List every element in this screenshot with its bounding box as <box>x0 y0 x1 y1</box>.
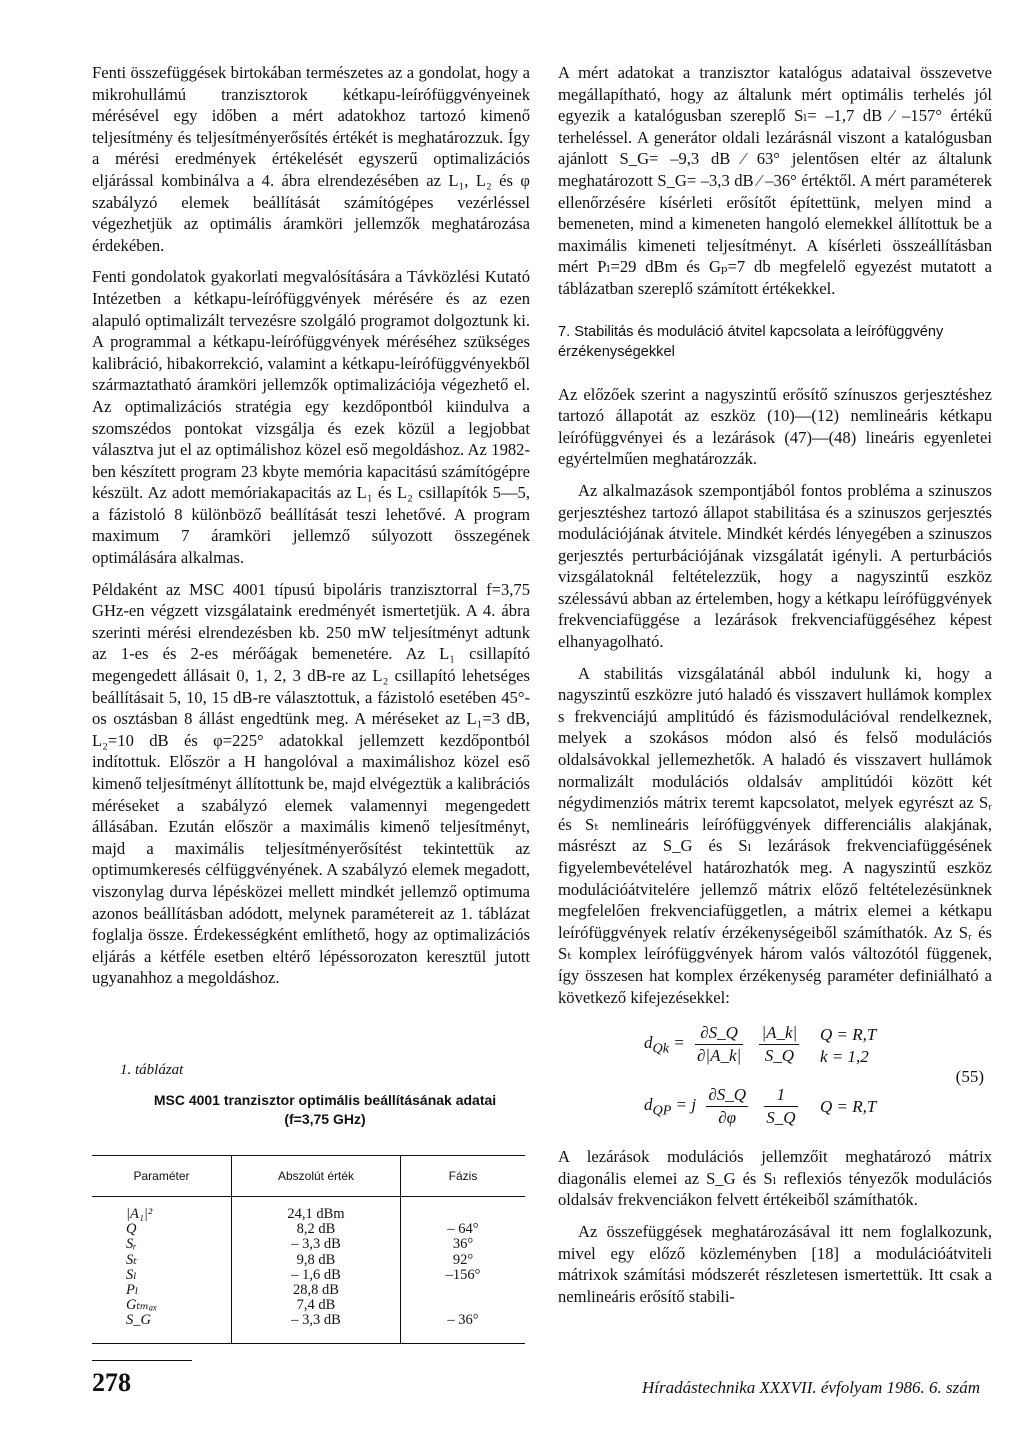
table-row <box>92 1313 525 1328</box>
table-cell: 9,8 dB <box>232 1253 401 1268</box>
equation-line-2 <box>644 1084 804 1128</box>
footer-rule <box>92 1360 192 1361</box>
table-cell: 8,2 dB <box>232 1222 401 1237</box>
table-cell: Gₜₘₐₓ <box>126 1297 158 1314</box>
table-cell: S_G <box>126 1312 151 1329</box>
table-cell: |A₁|² <box>126 1206 153 1222</box>
table-row <box>92 1222 525 1237</box>
eq-j: = j <box>675 1095 697 1115</box>
table-header-row <box>92 1156 525 1197</box>
table-cell: Sₜ <box>126 1251 137 1268</box>
table-cell: Sᵣ <box>126 1236 137 1253</box>
table-row <box>92 1207 525 1222</box>
table-row <box>92 1237 525 1252</box>
table-cell: 7,4 dB <box>232 1298 401 1313</box>
table-row <box>92 1268 525 1283</box>
table-cell: 36° <box>401 1237 526 1252</box>
left-paragraph-2: Fenti gondolatok gyakorlati megvalósítására a Távközlési Kutató Intézetben a kétkapu-leírófüggvények mérésére és az ezen alapuló optimalizált tervezésre szolgáló programot dolgoztunk ki. A programmal a kétkapu-leírófüggvények méréséhez szükséges kalibráció, hibakorrekció, valamint a kétkapu-leírófüggvényekből származtatható áramköri jellemzők optimalizációja végezhető el. Az optimalizációs stratégia egy kezdőpontból kiindulva a szomszédos pontokat vizsgálja és ezek közül a legjobbat választva jut el az optimálishoz közel eső megoldáshoz. Az 1982-ben készített program 23 kbyte memória kapacitású számítógépre készült. Az adott memóriakapacitás az L₁ és L₂ csillapítók 5—5, a fázistoló 8 különböző beállítását teszi lehetővé. A program maximum 7 áramköri jellemző súlyozott összegének optimálására alkalmas. <box>92 267 530 568</box>
table-cell: – 3,3 dB <box>232 1237 401 1252</box>
table-cell <box>401 1298 526 1313</box>
table-row <box>92 1283 525 1298</box>
table-row <box>92 1253 525 1268</box>
table-header-phase: Fázis <box>401 1156 526 1197</box>
table-cell: Pₗ <box>126 1282 139 1299</box>
section-heading: 7. Stabilitás és moduláció átvitel kapcsolata a leírófüggvény érzékenységekkel <box>558 323 944 360</box>
eq-subscript: Qk <box>652 1040 670 1057</box>
eq-condition: k = 1,2 <box>820 1047 869 1067</box>
table-row <box>92 1298 525 1313</box>
equation-number: (55) <box>955 1067 984 1087</box>
right-column <box>558 62 992 1317</box>
right-paragraph-2: Az előzőek szerint a nagyszintű erősítő színuszos gerjesztéshez tartozó állapotát az eszköz (10)—(12) nemlineáris kétkapu leírófüggvényei és a lezárások (47)—(48) lineáris egyenletei egyértelműen meghatározzák. <box>558 384 992 469</box>
eq-condition: Q = R,T <box>820 1025 877 1045</box>
table-cell: Sₗ <box>126 1266 137 1283</box>
table-header-absolute: Abszolút érték <box>232 1156 401 1197</box>
table-cell: – 3,3 dB <box>232 1313 401 1328</box>
parameter-table <box>92 1155 525 1344</box>
equation-condition-2: Q = R,T <box>820 1097 877 1117</box>
table-cell <box>401 1283 526 1298</box>
table-title <box>120 1091 530 1129</box>
left-paragraph-3: Példaként az MSC 4001 típusú bipoláris tranzisztorral f=3,75 GHz-en végzett vizsgálataink eredményét ismertetjük. A 4. ábra szerinti mérési elrendezésben kb. 250 mW teljesítményt adtunk az 1-es és 2-es mérőágak bemenetére. Az L₁ csillapító megengedett állásait 0, 1, 2, 3 dB-re az L₂ csillapító lehetséges beállításait 5, 10, 15 dB-re választottuk, a fázistoló esetében 45°-os osztásban 8 állást engedtünk meg. A méréseket az L₁=3 dB, L₂=10 dB és φ=225° adatokkal jellemzett kezdőpontból indítottuk. Először a H hangolóval a maximálishoz közel eső kimenő teljesítményt állítottunk be, majd elvégeztük a kalibrációs méréseket a szabályzó elemek valamennyi megengedett állásában. Ezután először a maximális kimenő teljesítményt, majd a maximális teljesítményerősítést tekintettük az optimumkeresés célfüggvényének. A szabályzó elemek megadott, viszonylag durva lépésközei mellett mindkét jellemző optimuma azonos beállításban adódott, melynek paramétereit az 1. táblázat foglalja össze. Érdekességként említhető, hogy az optimalizációs eljárás a kétféle esetben eltérő lépéssorozaton keresztül jutott ugyanahhoz a megoldáshoz. <box>92 579 530 988</box>
table-cell: 92° <box>401 1253 526 1268</box>
eq-lhs: d <box>644 1033 653 1053</box>
table-title-line-1: MSC 4001 tranzisztor optimális beállításának adatai <box>153 1092 497 1108</box>
equation-line-1: $d_{Qk}$ = $\frac{\partial S\_Q}{\partial|A\_k|}$ $\frac{|A\_k|}{S\_Q}$ <box>644 1023 798 1065</box>
eq-lhs: d <box>644 1095 653 1115</box>
eq-fraction: $\frac{\partial S\_Q}{\partial|A\_k|}$ <box>697 1023 742 1065</box>
right-paragraph-6: Az összefüggések meghatározásával itt nem foglalkozunk, mivel egy előző közleményben [18] a modulációátviteli mátrixok számítási módszerét részletesen ismertettük. Itt csak a nemlineáris erősítő stabili- <box>558 1221 992 1306</box>
table-header-parameter: Paraméter <box>92 1156 232 1197</box>
table-caption <box>120 1062 530 1129</box>
table-cell: 28,8 dB <box>232 1283 401 1298</box>
eq-fraction: $\frac{|A\_k|}{S\_Q}$ <box>761 1023 798 1065</box>
right-paragraph-5: A lezárások modulációs jellemzőit meghatározó mátrix diagonális elemei az S_G és Sₗ reflexiós tényezők modulációs oldalsáv frekvenciákon felvett értékeiből számíthatók. <box>558 1147 992 1210</box>
table-cell: Q <box>126 1221 137 1238</box>
right-paragraph-3: Az alkalmazások szempontjából fontos probléma a szinuszos gerjesztéshez tartozó állapot stabilitása és a szinuszos gerjesztés modulációjának átvitele. Mindkét kérdés lényegében a szinuszos gerjesztés perturbációjának vizsgálatát igényli. A perturbációs vizsgálatoknál feltételezzük, hogy a nagyszintű eszköz szélessávú abban az értelemben, hogy a kétkapu leírófüggvények frekvenciafüggése a lezárások frekvenciafüggéséhez képest elhanyagolható. <box>558 480 992 652</box>
table-title-line-2: (f=3,75 GHz) <box>284 1111 366 1127</box>
table-label: 1. táblázat <box>120 1062 184 1078</box>
table-cell: – 36° <box>401 1313 526 1328</box>
equation-55 <box>558 1018 992 1138</box>
table-cell: – 64° <box>401 1222 526 1237</box>
eq-fraction: $\frac{1}{S\_Q}$ <box>766 1085 796 1127</box>
left-column <box>92 62 530 999</box>
right-paragraph-4: A stabilitás vizsgálatánál abból indulunk ki, hogy a nagyszintű eszközre jutó haladó és visszavert hullámok komplex s frekvenciájú amplitúdó és fázismodulációval rendelkeznek, melyek a szokásos módon alsó és felső modulációs oldalsávokkal jellemezhetők. A haladó és visszavert hullámok normalizált modulációs oldalsáv amplitúdói között két négydimenziós mátrix teremt kapcsolatot, melyek egyrészt az Sᵣ és Sₜ nemlineáris leírófüggvények differenciális alakjának, másrészt az S_G és Sₗ lezárások frekvenciafüggésének figyelembevételével határozhatók meg. A nagyszintű eszköz modulációátvitelére jellemző mátrix előző feltételezésünknek megfelelően frekvenciafüggetlen, a mátrix elemei a kétkapu leírófüggvények relatív érzékenységeiből számíthatók. Az Sᵣ és Sₜ komplex leírófüggvények három valós változótól függenek, így összesen hat komplex érzékenység paraméter definiálható a következő kifejezésekkel: <box>558 663 992 1007</box>
eq-fraction: $\frac{\partial S\_Q}{\partial\varphi}$ <box>708 1085 747 1127</box>
equation-conditions-1 <box>820 1024 876 1068</box>
table-cell: – 1,6 dB <box>232 1268 401 1283</box>
table-cell: 24,1 dBm <box>232 1207 401 1222</box>
right-paragraph-1: A mért adatokat a tranzisztor katalógus adataival összevetve megállapítható, hogy az általunk mért optimális terhelés jól egyezik a katalógusban szereplő Sₗ= –1,7 dB ⁄ –157° értékű terheléssel. A generátor oldali lezárásnál viszont a katalógusban ajánlott S_G= –9,3 dB ⁄ 63° jelentősen eltér az általunk meghatározott S_G= –3,3 dB ⁄ –36° értéktől. A mért paraméterek ellenőrzésére kísérleti erősítőt építettünk, melyen mind a bemeneten, mind a kimeneten hangoló elemekkel állítottuk be a maximális kimeneti teljesítményt. A kísérleti összeállításban mért Pₗ=29 dBm és Gₚ=7 db megfelelő egyezést mutatott a táblázatban szereplő számított értékekkel. <box>558 63 992 298</box>
journal-footer: Híradástechnika XXXVII. évfolyam 1986. 6. szám <box>641 1378 980 1397</box>
eq-subscript: QP <box>652 1102 672 1119</box>
table-cell <box>401 1207 526 1222</box>
left-paragraph-1: Fenti összefüggések birtokában természetes az a gondolat, hogy a mikrohullámú tranzisztorok kétkapu-leírófüggvényeinek mérésével egy időben a mért adatokhoz tartozó kimenő teljesítmény és teljesítményerősítés értékét is meghatározzuk. Így a mérési eredmények értékelését egyszerű optimalizációs eljárással kombinálva a 4. ábra elrendezésében az L₁, L₂ és φ szabályzó elemek beállítását számítógépes vezérléssel végezhetjük az optimális áramköri jellemzők meghatározása érdekében. <box>92 63 530 255</box>
table-cell: –156° <box>401 1268 526 1283</box>
page-number: 278 <box>92 1368 131 1397</box>
